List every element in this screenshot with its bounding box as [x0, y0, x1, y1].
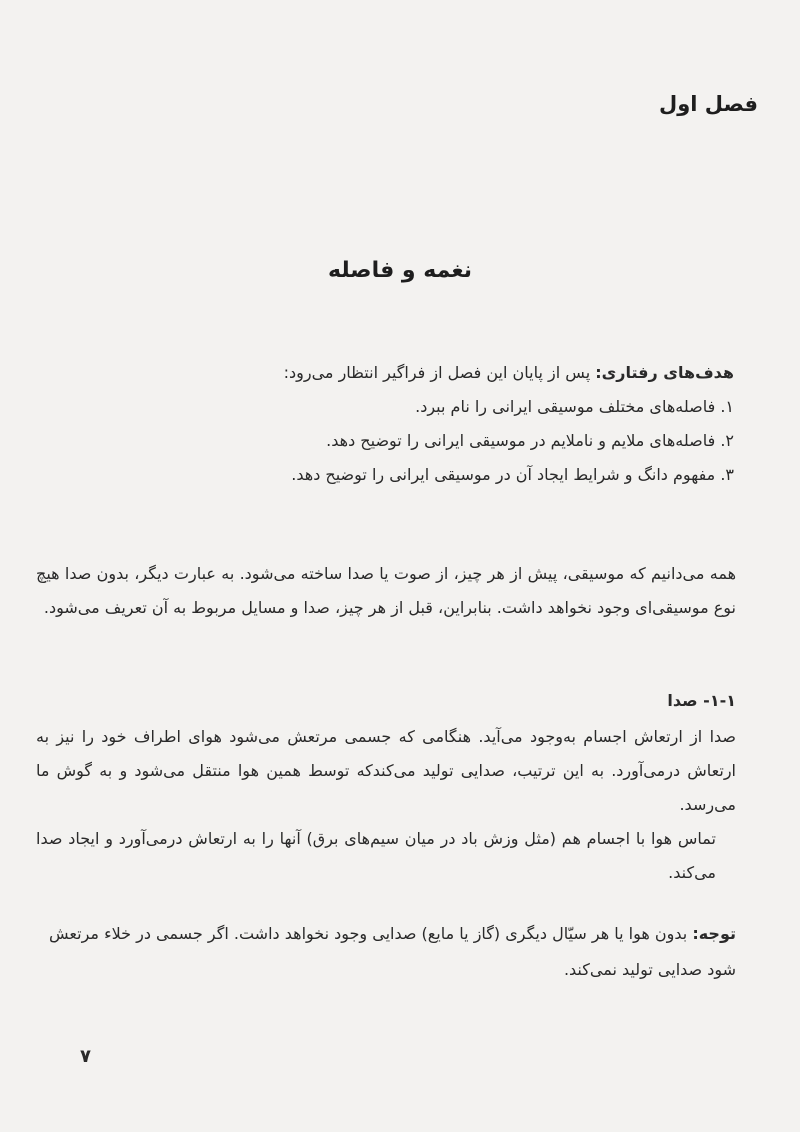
objective-item: ۱. فاصله‌های مختلف موسیقی ایرانی را نام ببرد.	[415, 397, 734, 416]
note-block	[36, 916, 736, 988]
chapter-heading: فصل اول	[659, 92, 758, 116]
objectives-label: هدف‌های رفتاری:	[595, 363, 734, 382]
objective-item: ۲. فاصله‌های ملایم و ناملایم در موسیقی ایرانی را توضیح دهد.	[326, 431, 734, 450]
objectives-intro: پس از پایان این فصل از فراگیر انتظار می‌رود:	[283, 363, 596, 382]
intro-paragraph	[36, 557, 736, 625]
section-paragraph: صدا از ارتعاش اجسام به‌وجود می‌آید. هنگامی که جسمی مرتعش می‌شود هوای اطراف خود را نیز به ارتعاش درمی‌آورد. به این ترتیب، صدایی تولید می‌کندکه توسط همین هوا منتقل می‌شود و به گوش ما می‌رسد.	[36, 727, 736, 814]
objectives-block	[40, 356, 734, 492]
page-number: ۷	[80, 1046, 91, 1067]
objective-item: ۳. مفهوم دانگ و شرایط ایجاد آن در موسیقی ایرانی را توضیح دهد.	[291, 465, 734, 484]
note-text: بدون هوا یا هر سیّال دیگری (گاز یا مایع) صدایی وجود نخواهد داشت. اگر جسمی در خلاء مرتعش شود صدایی تولید نمی‌کند.	[49, 924, 736, 979]
section-heading: ۱-۱- صدا	[667, 691, 736, 710]
note-label: توجه:	[692, 924, 736, 943]
section-sound	[36, 684, 736, 890]
objectives-intro-line	[40, 356, 734, 390]
page-title: نغمه و فاصله	[327, 258, 472, 283]
intro-text: همه می‌دانیم که موسیقی، پیش از هر چیز، از صوت یا صدا ساخته می‌شود. به عبارت دیگر، بدون صدا هیچ نوع موسیقی‌ای وجود نخواهد داشت. بنابراین، قبل از هر چیز، صدا و مسایل مربوط به آن تعریف می‌شود.	[36, 564, 736, 617]
section-paragraph: تماس هوا با اجسام هم (مثل وزش باد در میان سیم‌های برق) آنها را به ارتعاش درمی‌آورد و ایجاد صدا می‌کند.	[36, 829, 716, 882]
